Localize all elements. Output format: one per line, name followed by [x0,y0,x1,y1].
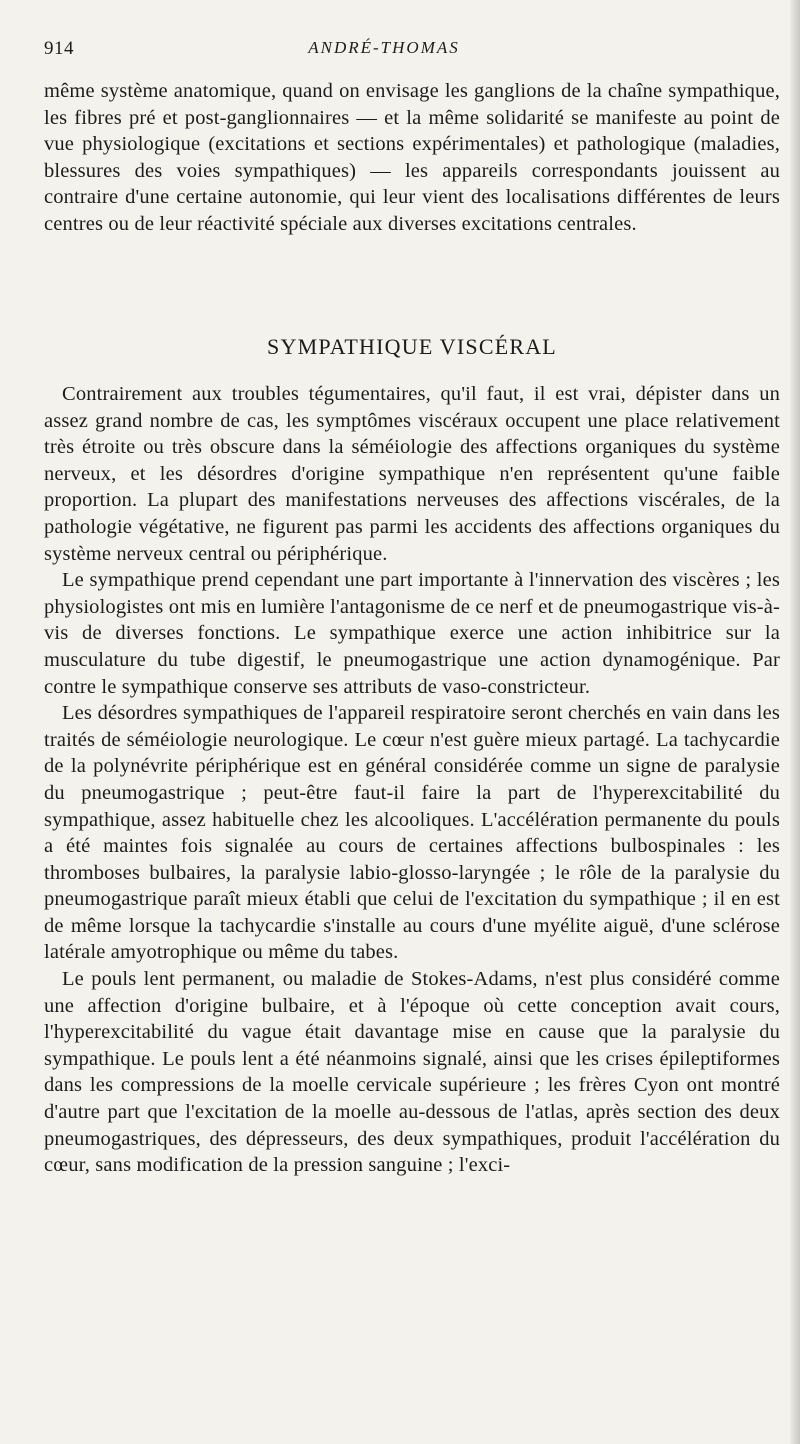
section-heading: SYMPATHIQUE VISCÉRAL [267,334,557,359]
body-paragraph: Les désordres sympathiques de l'appareil respiratoire seront cherchés en vain dans les traités de séméiologie neurologique. Le cœur n'est guère mieux partagé. La tachycardie de la polynévrite périphérique est en général considérée comme un signe de paralysie du pneumogastrique ; peut-être faut-il faire la part de l'hyperexcitabilité du sympathique, assez habituelle chez les alcooliques. L'accélération permanente du pouls a été maintes fois signalée au cours de certaines affections bulbospinales : les thromboses bulbaires, la paralysie labio-glosso-laryngée ; le rôle de la paralysie du pneumogastrique paraît mieux établi que celui de l'excitation du sympathique ; il en est de même lorsque la tachycardie s'installe au cours d'une myélite aiguë, d'une sclérose latérale amyotrophique ou même du tabes. [44,702,780,964]
page-header [44,38,784,68]
intro-paragraph: même système anatomique, quand on envisage les ganglions de la chaîne sympathique, les fibres pré et post-ganglionnaires — et la même solidarité se manifeste au point de vue physiologique (excitations et sections expérimentales) et pathologique (maladies, blessures des voies sympathiques) — les appareils correspondants jouissent au contraire d'une certaine autonomie, qui leur vient des localisations différentes de leurs centres ou de leur réactivité spéciale aux diverses excitations centrales. [44,80,780,235]
body-paragraph: Le pouls lent permanent, ou maladie de Stokes-Adams, n'est plus considéré comme une affection d'origine bulbaire, et à l'époque où cette conception avait cours, l'hyperexcitabilité du vague était davantage mise en cause que la paralysie du sympathique. Le pouls lent a été néanmoins signalé, ainsi que les crises épileptiformes dans les compressions de la moelle cervicale supérieure ; les frères Cyon ont montré d'autre part que l'excitation de la moelle au-dessous de l'atlas, après section des deux pneumogastriques, des dépresseurs, des deux sympathiques, produit l'accélération du cœur, sans modification de la pression sanguine ; l'exci- [44,968,780,1177]
intro-text-block [44,78,780,238]
body-paragraph: Contrairement aux troubles tégumentaires, qu'il faut, il est vrai, dépister dans un assez grand nombre de cas, les symptômes viscéraux occupent une place relativement très étroite ou très obscure dans la séméiologie des affections organiques du système nerveux, et les désordres d'origine sympathique n'en représentent qu'une faible proportion. La plupart des manifestations nerveuses des affections viscérales, de la pathologie végétative, ne figurent pas parmi les accidents des affections organiques du système nerveux central ou périphérique. [44,383,780,565]
page-number: 914 [44,38,74,59]
page-edge [790,0,800,1444]
body-text-block [44,381,780,1179]
running-head: ANDRÉ-THOMAS [308,38,460,57]
body-paragraph: Le sympathique prend cependant une part importante à l'innervation des viscères ; les physiologistes ont mis en lumière l'antagonisme de ce nerf et de pneumogastrique vis-à-vis de diverses fonctions. Le sympathique exerce une action inhibitrice sur la musculature du tube digestif, le pneumogastrique une action dynamogénique. Par contre le sympathique conserve ses attributs de vaso-constricteur. [44,569,780,698]
